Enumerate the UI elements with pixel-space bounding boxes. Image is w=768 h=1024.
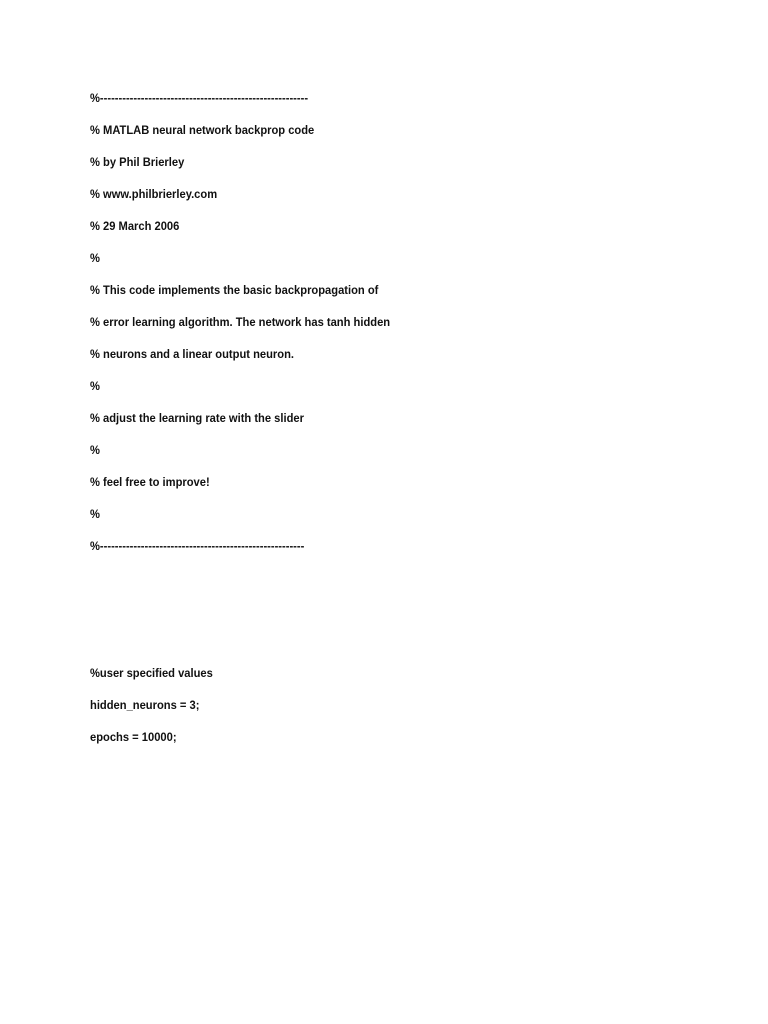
comment-blank-line: % — [90, 251, 100, 265]
comment-author: % by Phil Brierley — [90, 155, 185, 169]
comment-improve-note: % feel free to improve! — [90, 475, 210, 489]
comment-description: % error learning algorithm. The network has tanh hidden — [90, 315, 391, 329]
comment-description: % This code implements the basic backpropagation of — [90, 283, 379, 297]
comment-blank-line: % — [90, 507, 100, 521]
comment-blank-line: % — [90, 443, 100, 457]
comment-title: % MATLAB neural network backprop code — [90, 123, 315, 137]
code-hidden-neurons: hidden_neurons = 3; — [90, 698, 200, 712]
comment-date: % 29 March 2006 — [90, 219, 180, 233]
comment-divider-bottom: %------------------------------------------------------- — [90, 539, 305, 553]
comment-slider-note: % adjust the learning rate with the slider — [90, 411, 304, 425]
comment-website: % www.philbrierley.com — [90, 187, 218, 201]
comment-description: % neurons and a linear output neuron. — [90, 347, 295, 361]
code-epochs: epochs = 10000; — [90, 730, 177, 744]
comment-user-values: %user specified values — [90, 666, 213, 680]
comment-blank-line: % — [90, 379, 100, 393]
comment-divider-top: %-------------------------------------------------------- — [90, 91, 309, 105]
